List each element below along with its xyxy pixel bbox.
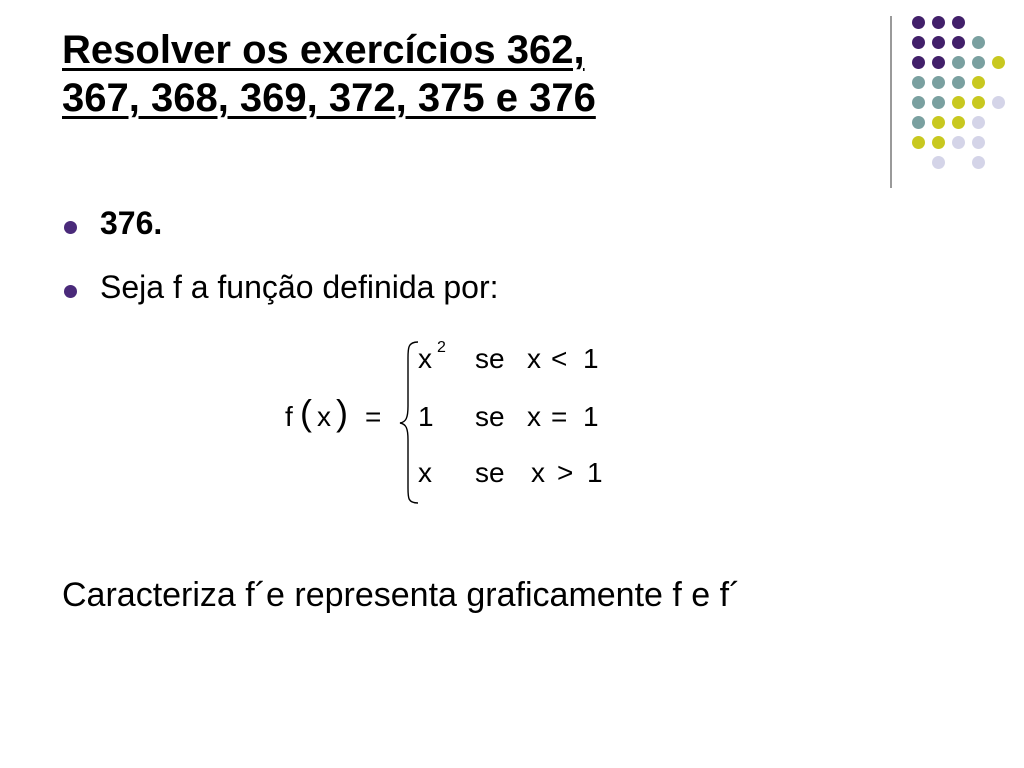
bullet-item (62, 269, 499, 305)
decor-dot (912, 116, 925, 129)
decor-dot (952, 136, 965, 149)
decor-dot (932, 76, 945, 89)
slide-title (62, 26, 852, 122)
decor-dot (952, 16, 965, 29)
decor-dot (952, 56, 965, 69)
case3-op: > (557, 457, 574, 488)
decor-dot (972, 116, 985, 129)
case1-se: se (475, 343, 505, 374)
decor-dot (932, 16, 945, 29)
decor-dot (972, 136, 985, 149)
decor-dot (952, 36, 965, 49)
case1-op: < (551, 343, 568, 374)
bullet-dot-icon (64, 221, 77, 234)
decor-dot (972, 76, 985, 89)
decor-dot (972, 36, 985, 49)
vertical-divider (890, 16, 892, 188)
decor-dot (932, 116, 945, 129)
exercise-number: 376. (100, 205, 163, 241)
formula-paren-close: ) (336, 392, 348, 433)
case1-num: 1 (583, 343, 599, 374)
case2-op: = (551, 401, 568, 432)
decor-dot (972, 56, 985, 69)
bullet-item (62, 205, 499, 241)
decor-dot (932, 56, 945, 69)
bullet-list (62, 205, 499, 333)
decor-dot (912, 76, 925, 89)
decor-dot (932, 36, 945, 49)
decor-dot (932, 156, 945, 169)
bullet-dot-icon (64, 285, 77, 298)
title-line-1: Resolver os exercícios 362, (62, 28, 585, 72)
case3-var: x (531, 457, 545, 488)
decor-dot (952, 76, 965, 89)
bullet-text: Seja f a função definida por: (100, 269, 499, 305)
formula-equals: = (365, 401, 382, 432)
case1-exponent: 2 (437, 339, 446, 356)
formula-paren-open: ( (300, 392, 312, 433)
formula-f: f (285, 401, 293, 432)
decor-dot (952, 116, 965, 129)
case1-expr: x (418, 343, 432, 374)
case3-se: se (475, 457, 505, 488)
left-brace-icon (398, 340, 420, 505)
decor-dot (972, 96, 985, 109)
decor-dot (972, 156, 985, 169)
decor-dot (992, 56, 1005, 69)
instruction-text: Caracteriza f´e representa graficamente f e f´ (62, 576, 741, 614)
decor-dot (992, 96, 1005, 109)
title-line-2: 367, 368, 369, 372, 375 e 376 (62, 76, 596, 120)
case2-se: se (475, 401, 505, 432)
decor-dot (912, 16, 925, 29)
decor-dot (932, 136, 945, 149)
piecewise-function (285, 335, 625, 510)
case2-expr: 1 (418, 401, 434, 432)
formula-x: x (317, 401, 331, 432)
decor-dot (932, 96, 945, 109)
decor-dot (912, 96, 925, 109)
decor-dot (912, 56, 925, 69)
decor-dot (912, 136, 925, 149)
case3-num: 1 (587, 457, 603, 488)
case2-num: 1 (583, 401, 599, 432)
case3-expr: x (418, 457, 432, 488)
decor-dot (912, 36, 925, 49)
case2-var: x (527, 401, 541, 432)
case1-var: x (527, 343, 541, 374)
decor-dot (952, 96, 965, 109)
